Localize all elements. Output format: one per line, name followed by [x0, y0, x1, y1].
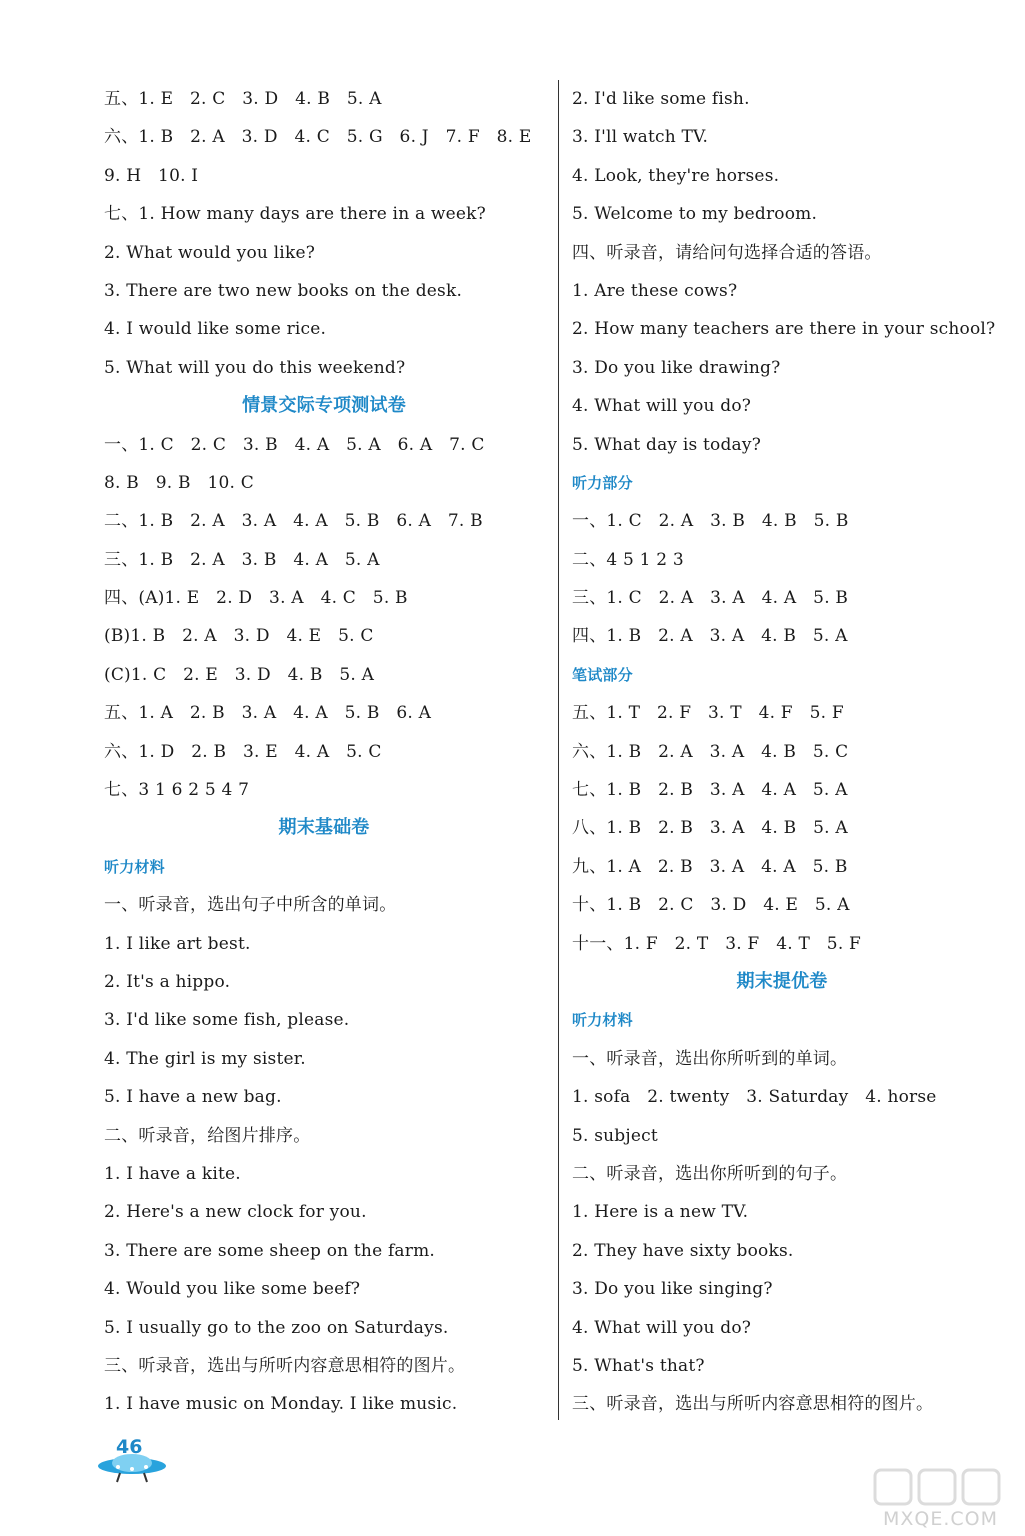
- text-line: 一、听录音，选出句子中所含的单词。: [104, 895, 397, 916]
- text-line: 4. What will you do?: [572, 1317, 752, 1338]
- section-title: 期末提优卷: [736, 970, 828, 992]
- text-line: 三、听录音，选出与所听内容意思相符的图片。: [104, 1355, 466, 1376]
- text-line: 5. Welcome to my bedroom.: [572, 204, 818, 225]
- text-line: 三、1. C 2. A 3. A 4. A 5. B: [572, 588, 849, 609]
- text-line: 七、1. B 2. B 3. A 4. A 5. A: [572, 780, 848, 801]
- text-line: 二、4 5 1 2 3: [572, 549, 684, 570]
- section-title: 期末基础卷: [278, 817, 370, 839]
- text-line: 二、听录音，选出你所听到的句子。: [572, 1163, 848, 1184]
- text-line: 3. Do you like drawing?: [572, 357, 781, 378]
- text-line: 一、听录音，选出你所听到的单词。: [572, 1048, 848, 1069]
- text-line: 5. subject: [572, 1125, 658, 1146]
- text-line: 三、听录音，选出与所听内容意思相符的图片。: [572, 1394, 934, 1415]
- text-line: 4. What will you do?: [572, 396, 752, 417]
- text-line: 2. I'd like some fish.: [572, 89, 750, 109]
- left-column: [104, 80, 544, 1424]
- text-line: 十一、1. F 2. T 3. F 4. T 5. F: [572, 933, 862, 954]
- text-line: 三、1. B 2. A 3. B 4. A 5. A: [104, 549, 380, 570]
- text-line: 二、1. B 2. A 3. A 4. A 5. B 6. A 7. B: [104, 511, 483, 532]
- text-line: 五、1. T 2. F 3. T 4. F 5. F: [572, 703, 844, 724]
- text-line: 八、1. B 2. B 3. A 4. B 5. A: [572, 818, 848, 839]
- text-line: 5. What's that?: [572, 1355, 705, 1376]
- text-line: 二、听录音，给图片排序。: [104, 1125, 311, 1146]
- text-line: 五、1. E 2. C 3. D 4. B 5. A: [104, 89, 382, 109]
- text-line: 四、听录音，请给问句选择合适的答语。: [572, 242, 882, 263]
- text-line: 2. They have sixty books.: [572, 1240, 794, 1261]
- text-line: 2. How many teachers are there in your school?: [572, 319, 996, 340]
- text-line: 5. What day is today?: [572, 434, 762, 455]
- text-line: 1. I have music on Monday. I like music.: [104, 1394, 458, 1415]
- text-line: 1. Here is a new TV.: [572, 1202, 749, 1223]
- page-number-badge: [96, 1436, 168, 1486]
- section-title: 情景交际专项测试卷: [242, 395, 406, 417]
- text-line: 3. I'll watch TV.: [572, 127, 709, 148]
- text-line: 一、1. C 2. A 3. B 4. B 5. B: [572, 511, 849, 532]
- text-line: (B)1. B 2. A 3. D 4. E 5. C: [104, 626, 374, 647]
- text-line: 3. There are some sheep on the farm.: [104, 1240, 436, 1261]
- text-line: 1. I have a kite.: [104, 1163, 241, 1184]
- page-number: 46: [116, 1436, 143, 1458]
- text-line: 九、1. A 2. B 3. A 4. A 5. B: [572, 856, 848, 877]
- subsection-heading: 听力部分: [572, 473, 633, 492]
- text-line: 六、1. B 2. A 3. A 4. B 5. C: [572, 741, 849, 762]
- text-line: 2. What would you like?: [104, 242, 316, 263]
- watermark-logo-icon: [845, 1466, 1015, 1510]
- text-line: 十、1. B 2. C 3. D 4. E 5. A: [572, 895, 850, 916]
- text-line: 六、1. B 2. A 3. D 4. C 5. G 6. J 7. F 8. E: [104, 127, 532, 148]
- text-line: 9. H 10. I: [104, 165, 199, 186]
- text-line: 3. There are two new books on the desk.: [104, 280, 463, 301]
- subsection-heading: 听力材料: [572, 1011, 633, 1030]
- text-line: 4. The girl is my sister.: [104, 1048, 306, 1069]
- text-line: 四、(A)1. E 2. D 3. A 4. C 5. B: [104, 588, 408, 609]
- text-line: 一、1. C 2. C 3. B 4. A 5. A 6. A 7. C: [104, 434, 485, 455]
- text-line: 4. I would like some rice.: [104, 319, 327, 340]
- text-line: 5. I have a new bag.: [104, 1087, 282, 1108]
- text-line: 五、1. A 2. B 3. A 4. A 5. B 6. A: [104, 703, 432, 724]
- text-line: 3. Do you like singing?: [572, 1279, 773, 1300]
- right-column: [572, 80, 996, 1424]
- text-line: 4. Would you like some beef?: [104, 1279, 361, 1300]
- text-line: 2. It's a hippo.: [104, 971, 231, 992]
- text-line: 1. Are these cows?: [572, 280, 738, 301]
- text-line: (C)1. C 2. E 3. D 4. B 5. A: [104, 664, 375, 685]
- text-line: 8. B 9. B 10. C: [104, 472, 254, 493]
- text-line: 七、3 1 6 2 5 4 7: [104, 780, 250, 801]
- text-line: 六、1. D 2. B 3. E 4. A 5. C: [104, 741, 382, 762]
- text-line: 5. I usually go to the zoo on Saturdays.: [104, 1317, 449, 1338]
- subsection-heading: 笔试部分: [572, 665, 633, 684]
- column-divider: [558, 80, 559, 1420]
- text-line: 3. I'd like some fish, please.: [104, 1010, 350, 1031]
- text-line: 四、1. B 2. A 3. A 4. B 5. A: [572, 626, 848, 647]
- watermark-text: MXQE.COM: [883, 1508, 999, 1530]
- subsection-heading: 听力材料: [104, 857, 165, 876]
- text-line: 七、1. How many days are there in a week?: [104, 204, 486, 225]
- text-line: 5. What will you do this weekend?: [104, 357, 406, 378]
- text-line: 1. sofa 2. twenty 3. Saturday 4. horse: [572, 1087, 937, 1108]
- text-line: 4. Look, they're horses.: [572, 165, 780, 186]
- watermark: [845, 1466, 1015, 1530]
- text-line: 2. Here's a new clock for you.: [104, 1202, 367, 1223]
- text-line: 1. I like art best.: [104, 933, 251, 954]
